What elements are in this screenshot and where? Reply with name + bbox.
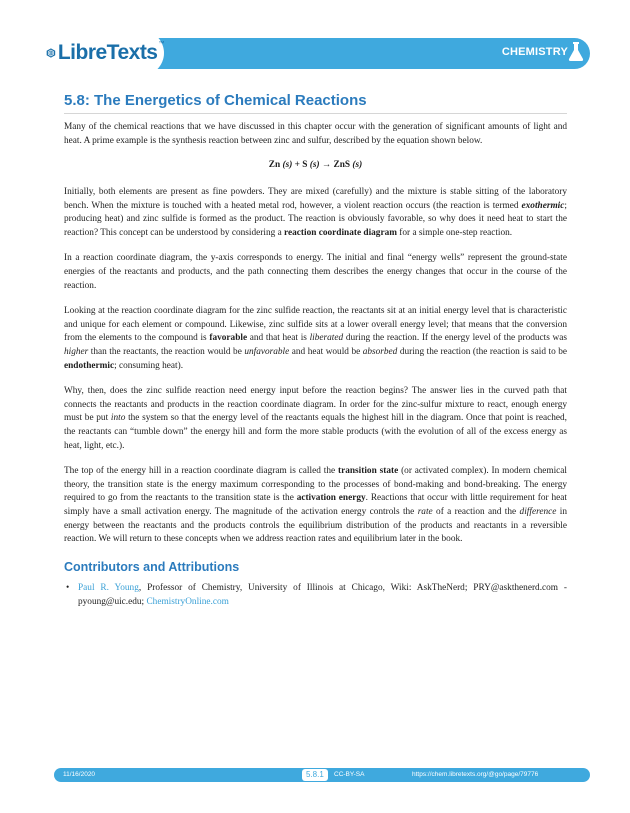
page-number: 5.8.1 (302, 769, 328, 781)
paragraph-1: Many of the chemical reactions that we have discussed in this chapter occur with the generation of significant amounts of light and heat. A prime example is the synthesis reaction between zinc and sulfur, described by the equation shown below. (64, 122, 567, 146)
contributors-list (64, 582, 567, 609)
contributors-heading: Contributors and Attributions (64, 560, 240, 575)
author-link[interactable]: Paul R. Young (78, 583, 139, 594)
bullet: • (66, 583, 70, 594)
chemistryonline-link[interactable]: ChemistryOnline.com (146, 596, 229, 607)
page-title: 5.8: The Energetics of Chemical Reactions (64, 92, 567, 114)
equation: Zn (s) + S (s) → ZnS (s) (268, 159, 363, 170)
page-url[interactable]: https://chem.libretexts.org/@go/page/79776 (412, 771, 539, 778)
paragraph-6: The top of the energy hill in a reaction coordinate diagram is called the transition state (or activated complex). In modern chemical theory, the transition state is the energy maximum corresponding to the processes of bond-making and bond-breaking. The energy required to go from the reactants to the transition state is the activation energy. Reactions that occur with little requirement for heat simply have a small activation energy. The magnitude of the activation energy controls the rate of a reaction and the difference in energy between the reactants and the products controls the equilibrium distribution of the products and reactants in a reversible reaction. We will return to these concepts when we address reaction rates and equilibrium later in the book. (64, 465, 567, 545)
libretexts-hex-icon (46, 38, 56, 68)
logo-text: LibreTexts™ (57, 41, 164, 64)
paragraph-3: In a reaction coordinate diagram, the y-axis corresponds to energy. The initial and final “energy wells” represent the ground-state energies of the reactants and products, and the path connecting them describes the energy changes that occur in the course of the reaction. (64, 253, 567, 291)
paragraph-4: Looking at the reaction coordinate diagram for the zinc sulfide reaction, the reactants sit at an initial energy level that is characteristic and unique for each element or compound. Likewise, zinc sulfide sits at a lower overall energy level; that means that the conversion from the elements to the compound is favorable and that heat is liberated during the reaction. If the energy level of the products was higher than the reactants, the reaction would be unfavorable and heat would be absorbed during the reaction (the reaction is said to be endothermic; consuming heat). (64, 305, 568, 371)
footer-bar (54, 768, 590, 782)
paragraph-2: Initially, both elements are present as fine powders. They are mixed (carefully) and the mixture is stable sitting of the laboratory bench. When the mixture is touched with a heated metal rod, however, a violent reaction occurs (the reaction is termed exothermic; producing heat) and zinc sulfide is formed as the product. The reaction is obviously favorable, so why does it need heat to start the reaction? This concept can be understood by considering a reaction coordinate diagram for a simple one-step reaction. (64, 186, 567, 239)
license-label[interactable]: CC-BY-SA (334, 771, 365, 778)
site-logo[interactable] (36, 30, 164, 76)
list-item: • Paul R. Young, Professor of Chemistry, University of Illinois at Chicago, Wiki: AskTheNerd; PRY@askthenerd.com - pyoung@uic.edu; ChemistryOnline.com (66, 583, 568, 607)
footer-date: 11/16/2020 (63, 771, 96, 778)
article-body (64, 121, 567, 609)
flask-icon (568, 42, 584, 62)
subject-label[interactable]: CHEMISTRY (501, 46, 568, 58)
paragraph-5: Why, then, does the zinc sulfide reaction need energy input before the reaction begins? The answer lies in the curved path that connects the reactants and products in the reaction coordinate diagram. In order for the zinc-sulfur mixture to react, enough energy must be put into the system so that the energy level of the reactants equals the highest hill in the diagram. Once that point is reached, the reactants can “tumble down” the energy hill and form the more stable products (with the evolution of all of the excess energy as heat, light, etc.). (64, 385, 567, 451)
